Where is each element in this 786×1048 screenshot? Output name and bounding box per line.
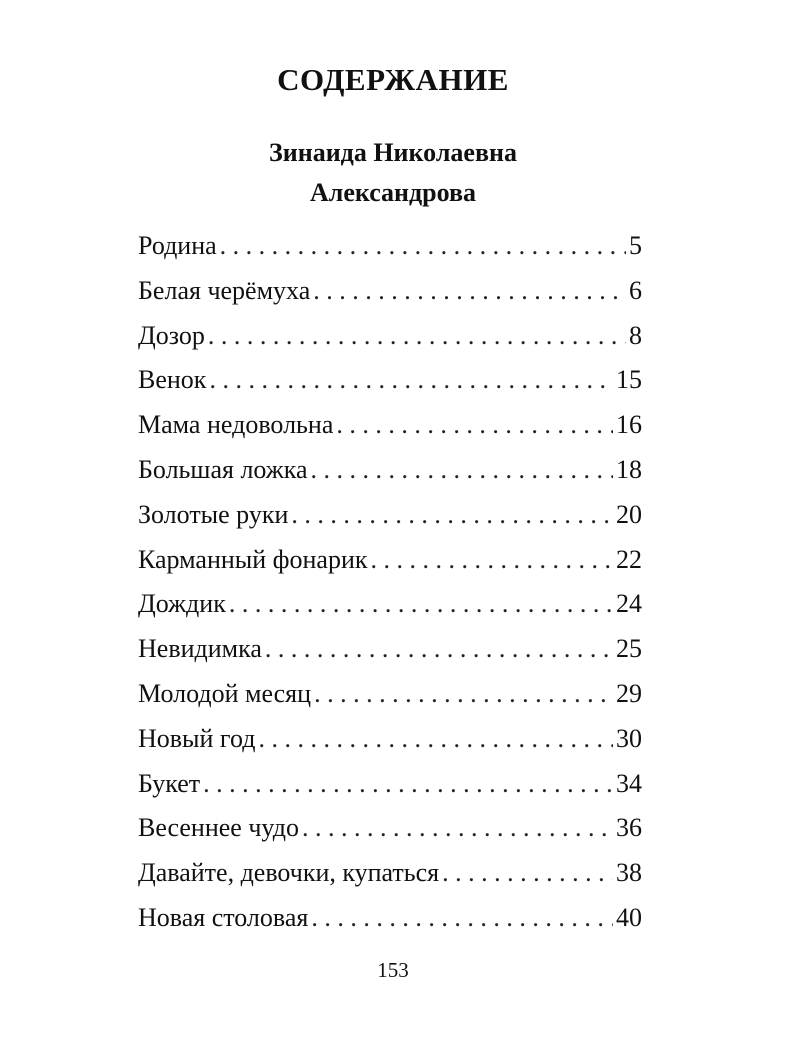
toc-entry: [138, 806, 642, 851]
toc-entry-page: 22: [616, 544, 642, 574]
table-of-contents: [138, 224, 642, 941]
author-name-line-2: Александрова: [309, 178, 477, 207]
toc-dot-leader: [371, 538, 613, 583]
toc-entry-page: 16: [616, 410, 642, 440]
toc-entry: [138, 582, 642, 627]
toc-entry: [138, 851, 642, 896]
toc-dot-leader: [209, 358, 613, 403]
toc-entry: [138, 717, 642, 762]
toc-entry-page: 30: [616, 723, 642, 753]
toc-entry-title: Дозор: [138, 320, 205, 350]
toc-dot-leader: [336, 403, 613, 448]
toc-entry: [138, 493, 642, 538]
toc-entry: [138, 896, 642, 941]
toc-entry-page: 20: [616, 499, 642, 529]
toc-entry: [138, 403, 642, 448]
toc-entry: [138, 672, 642, 717]
toc-entry: [138, 627, 642, 672]
toc-dot-leader: [314, 672, 613, 717]
toc-entry-title: Давайте, девочки, купаться: [138, 858, 440, 888]
toc-dot-leader: [265, 627, 613, 672]
toc-dot-leader: [291, 493, 613, 538]
toc-dot-leader: [208, 314, 626, 359]
toc-entry: [138, 358, 642, 403]
toc-entry-page: 15: [616, 365, 642, 395]
toc-entry-page: 24: [616, 589, 642, 619]
toc-entry-title: Золотые руки: [138, 499, 289, 529]
toc-dot-leader: [442, 851, 613, 896]
toc-entry-page: 25: [616, 634, 642, 664]
toc-entry-page: 29: [616, 678, 642, 708]
toc-entry-title: Дождик: [138, 589, 226, 619]
toc-entry-page: 5: [629, 231, 642, 260]
toc-entry-title: Новый год: [138, 723, 256, 753]
toc-entry-title: Молодой месяц: [138, 678, 312, 708]
toc-dot-leader: [203, 762, 613, 807]
toc-entry-page: 36: [616, 813, 642, 843]
toc-entry-title: Мама недовольна: [138, 410, 334, 440]
toc-entry-title: Венок: [138, 365, 207, 395]
toc-dot-leader: [302, 806, 613, 851]
toc-entry-title: Карманный фонарик: [138, 544, 368, 574]
toc-entry: [138, 314, 642, 359]
toc-dot-leader: [229, 582, 613, 627]
toc-dot-leader: [313, 269, 626, 314]
toc-entry-title: Невидимка: [138, 634, 262, 664]
toc-dot-leader: [220, 224, 626, 269]
toc-entry-page: 40: [616, 902, 642, 932]
toc-entry-title: Большая ложка: [138, 454, 308, 484]
toc-entry-title: Букет: [138, 768, 201, 798]
toc-dot-leader: [258, 717, 613, 762]
toc-entry: [138, 538, 642, 583]
toc-entry-page: 6: [629, 275, 642, 305]
toc-entry-title: Белая черёмуха: [138, 275, 311, 305]
author-name-line-1: Зинаида Николаевна: [269, 138, 517, 167]
toc-entry-title: Новая столовая: [138, 902, 309, 932]
toc-entry: [138, 448, 642, 493]
toc-entry: [138, 269, 642, 314]
toc-entry: [138, 224, 642, 269]
toc-entry-title: Весеннее чудо: [138, 813, 300, 843]
author-name: [0, 133, 786, 213]
page-number: 153: [377, 958, 409, 982]
page-title: СОДЕРЖАНИЕ: [277, 62, 509, 97]
toc-entry-title: Родина: [138, 231, 217, 260]
toc-dot-leader: [311, 448, 613, 493]
toc-entry-page: 8: [629, 320, 642, 350]
toc-entry-page: 18: [616, 454, 642, 484]
toc-entry-page: 34: [616, 768, 642, 798]
toc-dot-leader: [311, 896, 613, 941]
toc-entry: [138, 762, 642, 807]
toc-entry-page: 38: [616, 858, 642, 888]
